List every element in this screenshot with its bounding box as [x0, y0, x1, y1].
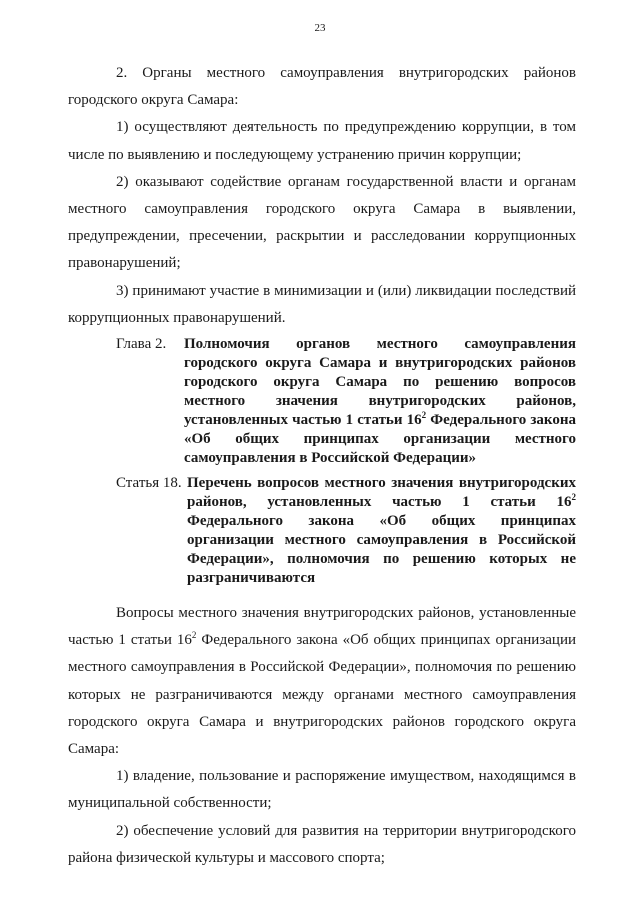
- document-body: [68, 60, 576, 872]
- paragraph-article-intro: Вопросы местного значения внутригородских районов, установленные частью 1 статьи $16^2$ Федерального закона «Об общих принципах организации местного самоуправления в Российской Федерации», полномочия по решению которых не разграничиваются между органами местного самоуправления городского округа Самара и внутригородских районов городского округа Самара:: [68, 605, 576, 758]
- article-title: Перечень вопросов местного значения внутригородских районов, установленных частью 1 статьи $16^2$ Федерального закона «Об общих принципах организации местного самоуправления в Российской Федерации», полномочия по решению которых не разграничиваются: [187, 475, 576, 587]
- article-list-item-1: 1) владение, пользование и распоряжение имуществом, находящимся в муниципальной собственности;: [68, 768, 576, 812]
- chapter-heading: [68, 335, 576, 468]
- article-list-item-2: 2) обеспечение условий для развития на территории внутригородского района физической культуры и массового спорта;: [68, 822, 576, 866]
- list-item-2: 2) оказывают содействие органам государственной власти и органам местного самоуправления городского округа Самара в выявлении, предупреждении, пресечении, раскрытии и расследовании коррупционных правонарушений;: [68, 173, 576, 272]
- list-item-1: 1) осуществляют деятельность по предупреждению коррупции, в том числе по выявлению и последующему устранению причин коррупции;: [68, 119, 576, 163]
- list-item-3: 3) принимают участие в минимизации и (или) ликвидации последствий коррупционных правонарушений.: [68, 282, 576, 326]
- chapter-title: Полномочия органов местного самоуправления городского округа Самара и внутригородских районов городского округа Самара по решению вопросов местного значения внутригородских районов, установленных частью 1 статьи $16^2$ Федерального закона «Об общих принципах организации местного самоуправления в Российской Федерации»: [184, 336, 576, 467]
- chapter-label: Глава 2.: [116, 336, 167, 353]
- page-number: 23: [314, 22, 326, 34]
- article-heading: [68, 474, 576, 588]
- article-label: Статья 18.: [116, 475, 182, 492]
- paragraph-organs-intro: 2. Органы местного самоуправления внутригородских районов городского округа Самара:: [68, 65, 576, 109]
